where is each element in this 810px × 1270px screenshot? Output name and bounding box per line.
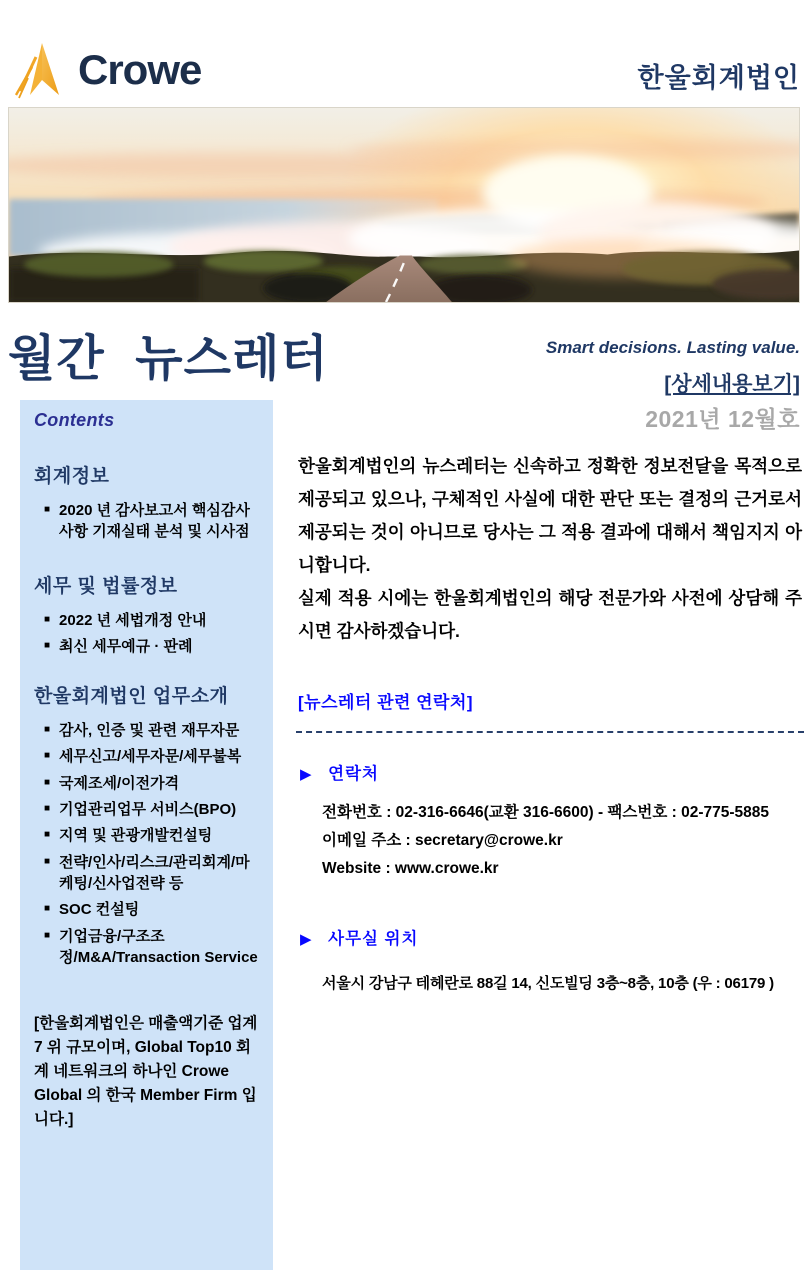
crowe-tagline: Smart decisions. Lasting value. xyxy=(545,338,800,357)
list-item xyxy=(34,899,261,920)
list-item-label: 감사, 인증 및 관련 재무자문 xyxy=(59,722,240,740)
phone-fax-line: 전화번호 : 02-316-6646(교환 316-6600) - 팩스번호 : 02-775-5885 xyxy=(322,804,770,821)
list-item xyxy=(34,610,261,631)
firm-ranking-note: [한울회계법인은 매출액기준 업계 7 위 규모이며, Global Top10 회계 네트워크의 하나인 Crowe Global 의 한국 Member Firm 입니다.] xyxy=(34,1015,258,1129)
square-bullet-icon: ■ xyxy=(44,613,51,625)
list-item-label: 기업금융/구조조정/M&A/Transaction Service xyxy=(59,927,258,966)
list-item-label: 전략/인사/리스크/관리회계/마케팅/신사업전략 등 xyxy=(59,853,250,892)
square-bullet-icon: ■ xyxy=(44,639,51,651)
newsletter-disclaimer xyxy=(298,450,802,648)
sidebar-list-accounting xyxy=(34,500,261,543)
list-item xyxy=(34,720,261,741)
list-item xyxy=(34,773,261,794)
list-item xyxy=(34,799,261,820)
details-link[interactable]: [상세내용보기] xyxy=(664,373,800,396)
square-bullet-icon: ■ xyxy=(44,929,51,941)
list-item xyxy=(34,636,261,657)
office-location-label xyxy=(300,925,418,949)
square-bullet-icon: ■ xyxy=(44,724,51,736)
square-bullet-icon: ■ xyxy=(44,750,51,762)
list-item-label: 2022 년 세법개정 안내 xyxy=(59,611,207,629)
list-item xyxy=(34,926,261,969)
contact-label xyxy=(300,760,379,784)
sunset-landscape-illustration xyxy=(9,108,799,302)
square-bullet-icon: ■ xyxy=(44,776,51,788)
disclaimer-paragraph: 실제 적용 시에는 한울회계법인의 해당 전문가와 사전에 상담해 주시면 감사하겠습니다. xyxy=(298,588,802,641)
square-bullet-icon: ■ xyxy=(44,903,51,915)
triangle-arrow-icon: ▶ xyxy=(300,766,313,783)
office-label-text: 사무실 위치 xyxy=(328,930,419,948)
email-line: 이메일 주소 : secretary@crowe.kr xyxy=(322,832,563,849)
contact-section-header: [뉴스레터 관련 연락처] xyxy=(298,693,474,712)
sidebar-list-tax-law xyxy=(34,610,261,658)
contact-details xyxy=(322,804,769,888)
firm-name: 한울회계법인 xyxy=(637,63,800,93)
list-item-label: 2020 년 감사보고서 핵심감사사항 기재실태 분석 및 시사점 xyxy=(59,502,250,541)
sidebar-list-services xyxy=(34,720,261,968)
list-item xyxy=(34,500,261,543)
list-item xyxy=(34,852,261,895)
list-item-label: 지역 및 관광개발컨설팅 xyxy=(59,827,213,845)
office-address: 서울시 강남구 테헤란로 88길 14, 신도빌딩 3층~8층, 10층 (우 : 06179 ) xyxy=(322,975,774,992)
contents-sidebar xyxy=(20,400,273,1270)
brand-wordmark: Crowe xyxy=(78,46,202,93)
crowe-logo xyxy=(12,40,201,100)
list-item-label: 최신 세무예규 · 판례 xyxy=(59,637,193,655)
square-bullet-icon: ■ xyxy=(44,504,51,515)
list-item xyxy=(34,825,261,846)
page-title: 월간 뉴스레터 xyxy=(8,332,329,386)
square-bullet-icon: ■ xyxy=(44,803,51,815)
square-bullet-icon: ■ xyxy=(44,855,51,867)
square-bullet-icon: ■ xyxy=(44,829,51,841)
dashed-divider xyxy=(296,731,804,733)
disclaimer-paragraph: 한울회계법인의 뉴스레터는 신속하고 정확한 정보전달을 목적으로 제공되고 있으나, 구체적인 사실에 대한 판단 또는 결정의 근거로서 제공되는 것이 아니므로 당사는 그 적용 결과에 대해서 책임지지 아니합니다. xyxy=(298,456,802,575)
crowe-peak-icon xyxy=(12,40,70,100)
sidebar-section-tax-law: 세무 및 법률정보 xyxy=(34,575,178,597)
contents-heading: Contents xyxy=(34,410,115,430)
list-item-label: 세무신고/세무자문/세무불복 xyxy=(59,748,242,766)
contact-label-text: 연락처 xyxy=(328,765,379,783)
hero-image xyxy=(8,107,800,303)
triangle-arrow-icon: ▶ xyxy=(300,931,313,948)
issue-info-block xyxy=(546,338,800,434)
list-item-label: 국제조세/이전가격 xyxy=(59,774,180,792)
issue-label: 2021년 12월호 xyxy=(645,406,800,432)
list-item-label: 기업관리업무 서비스(BPO) xyxy=(59,801,237,819)
website-line: Website : www.crowe.kr xyxy=(322,860,499,877)
sidebar-section-services: 한울회계법인 업무소개 xyxy=(34,686,229,708)
list-item-label: SOC 컨설팅 xyxy=(59,901,140,919)
sidebar-section-accounting: 회계정보 xyxy=(34,466,110,487)
list-item xyxy=(34,746,261,767)
